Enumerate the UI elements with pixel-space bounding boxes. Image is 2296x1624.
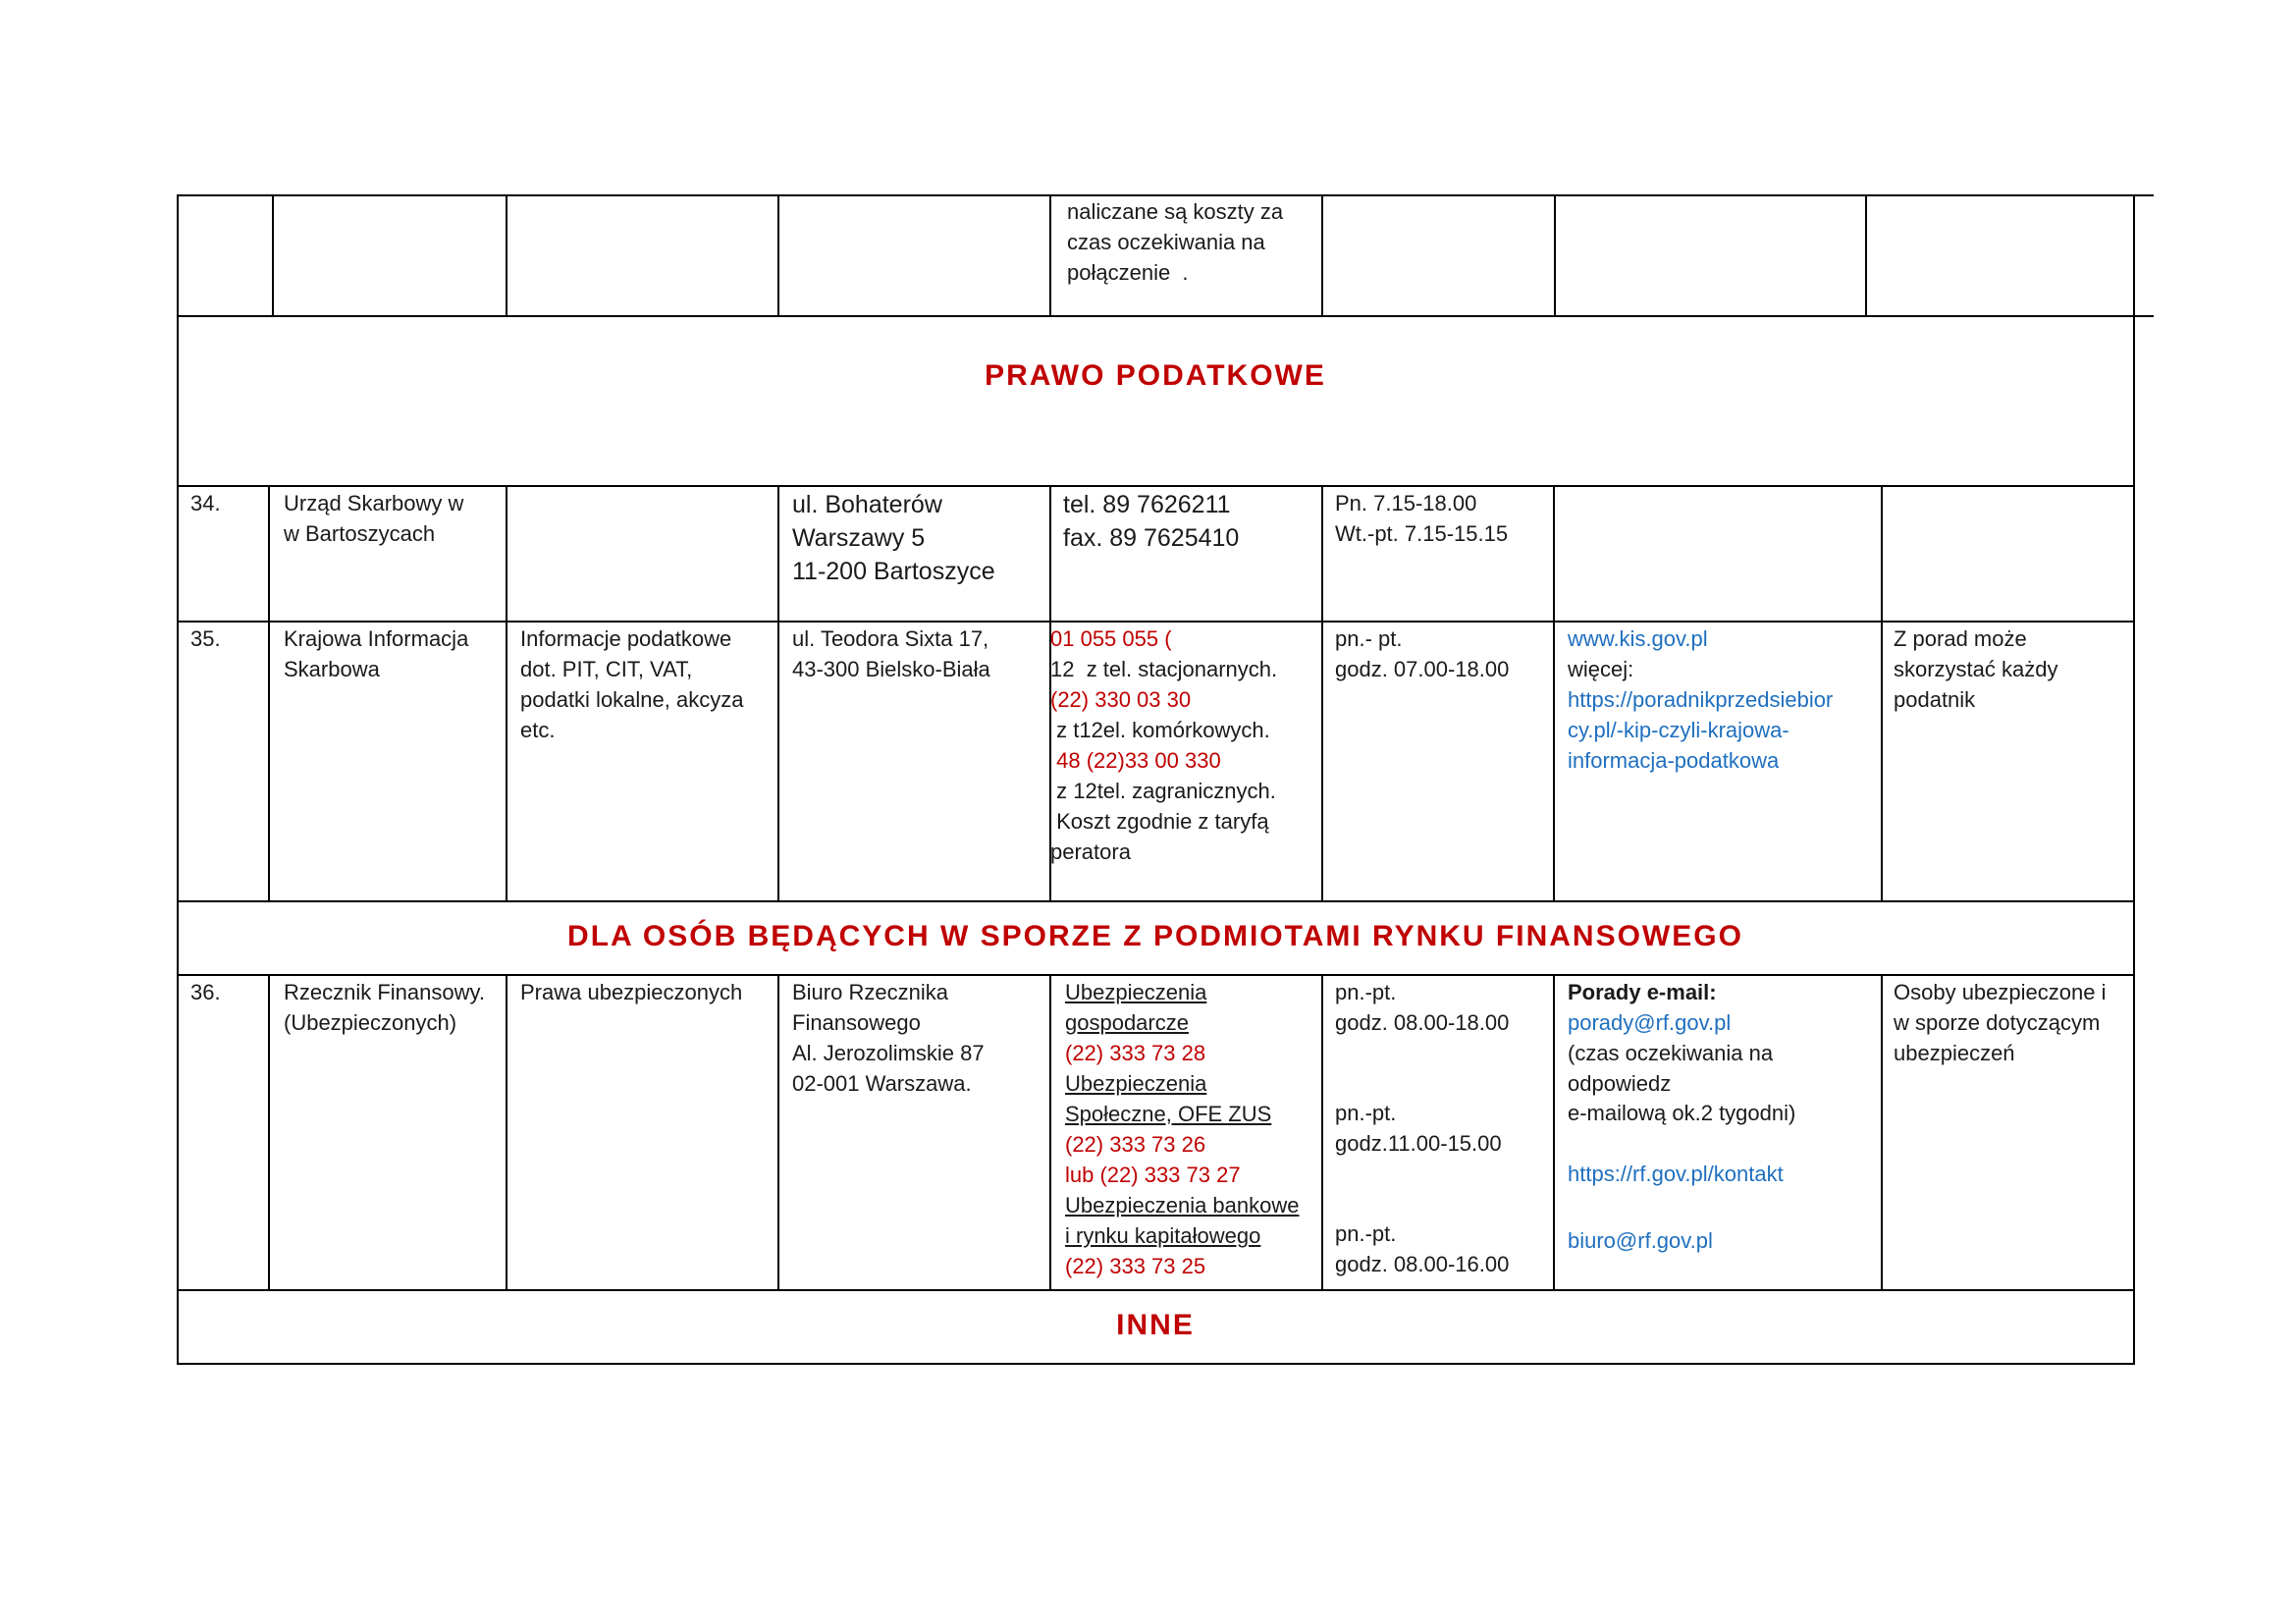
- vline: [268, 621, 270, 901]
- office-email-link[interactable]: biuro@rf.gov.pl: [1568, 1228, 1713, 1253]
- text-line: z 12tel. zagranicznych.: [1050, 779, 1276, 803]
- hours-line: pn.-pt.: [1335, 1221, 1397, 1246]
- rule: [177, 974, 2135, 976]
- rule: [177, 1289, 2135, 1291]
- guide-link[interactable]: https://poradnikprzedsiebior: [1568, 687, 1834, 712]
- vline: [506, 621, 507, 901]
- address: [792, 977, 985, 1099]
- text-line: Rzecznik Finansowy.: [284, 980, 485, 1004]
- opening-hours: [1335, 488, 1508, 549]
- text-line: Informacje podatkowe: [520, 626, 732, 651]
- text-line: Pn. 7.15-18.00: [1335, 491, 1477, 515]
- vline: [1321, 974, 1323, 1290]
- text-line: Warszawy 5: [792, 524, 926, 552]
- vline: [1553, 485, 1555, 622]
- hours-line: godz.11.00-15.00: [1335, 1131, 1502, 1156]
- vline: [506, 974, 507, 1290]
- opening-hours: [1335, 623, 1509, 684]
- vline: [2133, 485, 2135, 622]
- text-line: połączenie .: [1067, 260, 1189, 285]
- vline: [272, 194, 274, 316]
- institution-name: [284, 623, 468, 684]
- vline: [1321, 194, 1323, 316]
- row-number: 35.: [190, 626, 221, 651]
- phone-number: 01 055 055 (: [1050, 626, 1172, 651]
- text-line: (czas oczekiwania na: [1568, 1041, 1774, 1065]
- phone-numbers: [1065, 977, 1300, 1281]
- text-line: naliczane są koszty za: [1067, 199, 1284, 224]
- vline: [1321, 621, 1323, 901]
- row-number: 36.: [190, 980, 221, 1004]
- text-line: e-mailową ok.2 tygodni): [1568, 1101, 1796, 1125]
- text-line: ubezpieczeń: [1894, 1041, 2015, 1065]
- vline: [777, 194, 779, 316]
- vline: [177, 315, 179, 486]
- vline: [1321, 485, 1323, 622]
- vline: [506, 485, 507, 622]
- vline: [268, 974, 270, 1290]
- vline: [777, 485, 779, 622]
- text-line: (Ubezpieczonych): [284, 1010, 457, 1035]
- text-line: Skarbowa: [284, 657, 380, 681]
- vline: [177, 974, 179, 1290]
- top-row-cost-note: [1067, 196, 1283, 288]
- vline: [268, 485, 270, 622]
- text-line: odpowiedz: [1568, 1071, 1672, 1096]
- phone-category: i rynku kapitałowego: [1065, 1223, 1261, 1248]
- vline: [777, 974, 779, 1290]
- text-line: Krajowa Informacja: [284, 626, 469, 651]
- text-line: pn.- pt.: [1335, 626, 1403, 651]
- text-line: podatki lokalne, akcyza: [520, 687, 744, 712]
- section-heading-finance: DLA OSÓB BĘDĄCYCH W SPORZE Z PODMIOTAMI RYNKU FINANSOWEGO: [567, 920, 1743, 952]
- text-line: w sporze dotyczącym: [1894, 1010, 2101, 1035]
- rule: [177, 485, 2135, 487]
- rule-top-row-bottom: [177, 315, 2154, 317]
- notes: [1894, 977, 2106, 1068]
- text-line: podatnik: [1894, 687, 1976, 712]
- contact-page-link[interactable]: https://rf.gov.pl/kontakt: [1568, 1162, 1784, 1186]
- vline: [506, 194, 507, 316]
- vline: [1049, 485, 1051, 622]
- text-line: Finansowego: [792, 1010, 921, 1035]
- vline: [177, 621, 179, 901]
- hours-line: godz. 08.00-18.00: [1335, 1010, 1510, 1035]
- guide-link[interactable]: informacja-podatkowa: [1568, 748, 1780, 773]
- text-line: etc.: [520, 718, 556, 742]
- address: [792, 488, 995, 588]
- vline: [1049, 194, 1051, 316]
- text-line: skorzystać każdy: [1894, 657, 2058, 681]
- text-line: 43-300 Bielsko-Biała: [792, 657, 990, 681]
- section-heading-tax: PRAWO PODATKOWE: [985, 359, 1326, 392]
- notes: [1894, 623, 2058, 715]
- phone-number: lub (22) 333 73 27: [1065, 1163, 1241, 1187]
- rule-bottom: [177, 1363, 2135, 1365]
- text-line: Al. Jerozolimskie 87: [792, 1041, 985, 1065]
- vline: [1553, 621, 1555, 901]
- email-advice-label: Porady e-mail:: [1568, 980, 1717, 1004]
- text-line: godz. 07.00-18.00: [1335, 657, 1510, 681]
- rule: [177, 621, 2135, 623]
- vline: [177, 485, 179, 622]
- text-line: Koszt zgodnie z taryfą: [1050, 809, 1269, 834]
- text-line: Urząd Skarbowy w: [284, 491, 464, 515]
- phone-numbers: [1050, 623, 1277, 867]
- text-line: fax. 89 7625410: [1063, 524, 1240, 552]
- text-line: 12 z tel. stacjonarnych.: [1050, 657, 1278, 681]
- text-line: Wt.-pt. 7.15-15.15: [1335, 521, 1509, 546]
- section-heading-other: INNE: [1116, 1309, 1195, 1341]
- website-link[interactable]: www.kis.gov.pl: [1568, 626, 1708, 651]
- row-number: 34.: [190, 491, 221, 515]
- vline: [2133, 315, 2135, 486]
- phone-number: (22) 330 03 30: [1050, 687, 1192, 712]
- text-line: Z porad może: [1894, 626, 2027, 651]
- text-line: 02-001 Warszawa.: [792, 1071, 972, 1096]
- scope: Prawa ubezpieczonych: [520, 980, 743, 1004]
- text-line: ul. Teodora Sixta 17,: [792, 626, 989, 651]
- institution-name: [284, 488, 463, 549]
- text-line: więcej:: [1568, 657, 1634, 681]
- vline: [1881, 485, 1883, 622]
- phone-category: Społeczne, OFE ZUS: [1065, 1102, 1272, 1126]
- address: [792, 623, 990, 684]
- text-line: w Bartoszycach: [284, 521, 436, 546]
- institution-name: [284, 977, 485, 1038]
- vline: [777, 621, 779, 901]
- rule: [177, 900, 2135, 902]
- hours-line: pn.-pt.: [1335, 980, 1397, 1004]
- vline: [1881, 621, 1883, 901]
- text-line: ul. Bohaterów: [792, 491, 942, 518]
- phone-category: gospodarcze: [1065, 1010, 1189, 1035]
- vline: [2133, 974, 2135, 1290]
- text-line: czas oczekiwania na: [1067, 230, 1265, 254]
- phone-number: (22) 333 73 25: [1065, 1254, 1206, 1278]
- vline: [2133, 194, 2135, 316]
- vline: [1554, 194, 1556, 316]
- text-line: peratora: [1050, 839, 1131, 864]
- phone-numbers: [1063, 488, 1239, 555]
- vline: [1553, 974, 1555, 1290]
- phone-number: 48 (22)33 00 330: [1050, 748, 1221, 773]
- text-line: Osoby ubezpieczone i: [1894, 980, 2107, 1004]
- text-line: tel. 89 7626211: [1063, 491, 1231, 518]
- hours-line: pn.-pt.: [1335, 1101, 1397, 1125]
- vline: [1881, 974, 1883, 1290]
- web-links: [1568, 623, 1833, 776]
- text-line: Biuro Rzecznika: [792, 980, 948, 1004]
- phone-category: Ubezpieczenia: [1065, 1071, 1207, 1096]
- advice-email-link[interactable]: porady@rf.gov.pl: [1568, 1010, 1732, 1035]
- scope: [520, 623, 743, 745]
- phone-number: (22) 333 73 26: [1065, 1132, 1206, 1157]
- phone-category: Ubezpieczenia: [1065, 980, 1207, 1004]
- vline: [1049, 974, 1051, 1290]
- vline: [177, 194, 179, 317]
- text-line: dot. PIT, CIT, VAT,: [520, 657, 693, 681]
- vline: [2133, 621, 2135, 901]
- text-line: 11-200 Bartoszyce: [792, 558, 995, 585]
- guide-link[interactable]: cy.pl/-kip-czyli-krajowa-: [1568, 718, 1789, 742]
- hours-line: godz. 08.00-16.00: [1335, 1252, 1510, 1276]
- phone-category: Ubezpieczenia bankowe: [1065, 1193, 1300, 1218]
- vline: [1865, 194, 1867, 316]
- phone-number: (22) 333 73 28: [1065, 1041, 1206, 1065]
- text-line: z t12el. komórkowych.: [1050, 718, 1270, 742]
